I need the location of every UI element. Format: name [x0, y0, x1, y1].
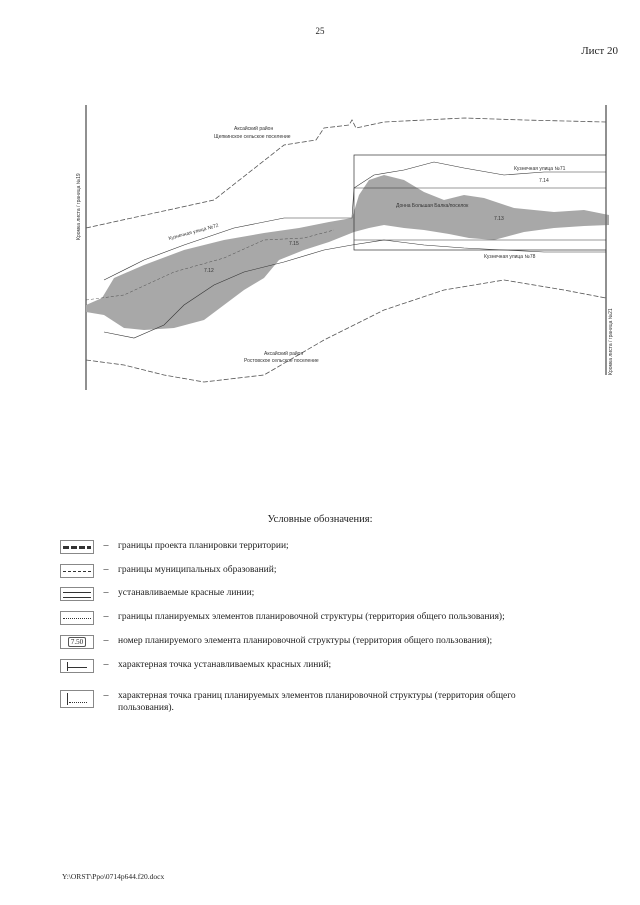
legend-item-project-boundary: – границы проекта планировки территории;: [60, 540, 568, 554]
label-district-north: Аксайский район: [234, 126, 274, 132]
label-element-a: 7.12: [204, 268, 214, 274]
legend-item-red-line-point: – характерная точка устанавливаемых красных линий;: [60, 659, 568, 673]
label-element-c: 7.14: [539, 178, 549, 184]
label-left-edge: Кромка листа / граница №19: [76, 173, 82, 240]
legend-text: границы планируемых элементов планировочной структуры (территория общего пользования);: [118, 612, 505, 622]
label-element-d: 7.15: [289, 241, 299, 247]
legend-text: устанавливаемые красные линии;: [118, 588, 255, 598]
label-poselok: Донна Большая Балка/поселок: [396, 203, 469, 209]
label-settlement-south: Ростовское сельское поселение: [244, 358, 319, 364]
project-boundary-symbol: [60, 540, 94, 554]
legend-text: границы муниципальных образований;: [118, 565, 277, 575]
element-point-symbol: [60, 690, 94, 708]
legend-item-municipal-boundary: – границы муниципальных образований;: [60, 564, 568, 578]
label-street-south: Кузнечная улица №78: [484, 254, 536, 260]
municipal-boundary-symbol: [60, 564, 94, 578]
red-line-point-symbol: [60, 659, 94, 673]
label-element-b: 7.13: [494, 216, 504, 222]
label-settlement-north: Щепкинское сельское поселение: [214, 134, 291, 140]
legend-text: границы проекта планировки территории;: [118, 541, 289, 551]
legend-text: номер планируемого элемента планировочной структуры (территория общего пользования);: [118, 636, 493, 646]
red-lines-symbol: [60, 587, 94, 601]
file-path: Y:\ORST\Ppo\0714p644.f20.docx: [62, 872, 165, 881]
page-number: 25: [315, 26, 325, 36]
legend-text: характерная точка устанавливаемых красных линий;: [118, 660, 332, 670]
element-boundary-symbol: [60, 611, 94, 625]
label-district-south: Аксайский район: [264, 351, 304, 357]
element-number-symbol: 7.50: [60, 635, 94, 649]
label-street-west: Кузнечная улица №72: [167, 222, 220, 242]
legend-title: Условные обозначения:: [267, 514, 373, 525]
sheet-number: Лист 20: [581, 45, 618, 57]
legend-item-element-boundary: – границы планируемых элементов планировочной структуры (территория общего пользования);: [60, 611, 568, 625]
planning-map: [76, 100, 614, 395]
legend-item-element-number: 7.50 – номер планируемого элемента планировочной структуры (территория общего пользования);: [60, 635, 568, 649]
label-right-edge: Кромка листа / граница №21: [608, 308, 614, 375]
legend-item-element-point: – характерная точка границ планируемых элементов планировочной структуры (территория общего пользования).: [60, 690, 568, 714]
legend-text: характерная точка границ планируемых элементов планировочной структуры (территория общего пользования).: [118, 691, 516, 713]
legend-item-red-lines: – устанавливаемые красные линии;: [60, 587, 568, 601]
label-street-north: Кузнечная улица №71: [514, 166, 566, 172]
